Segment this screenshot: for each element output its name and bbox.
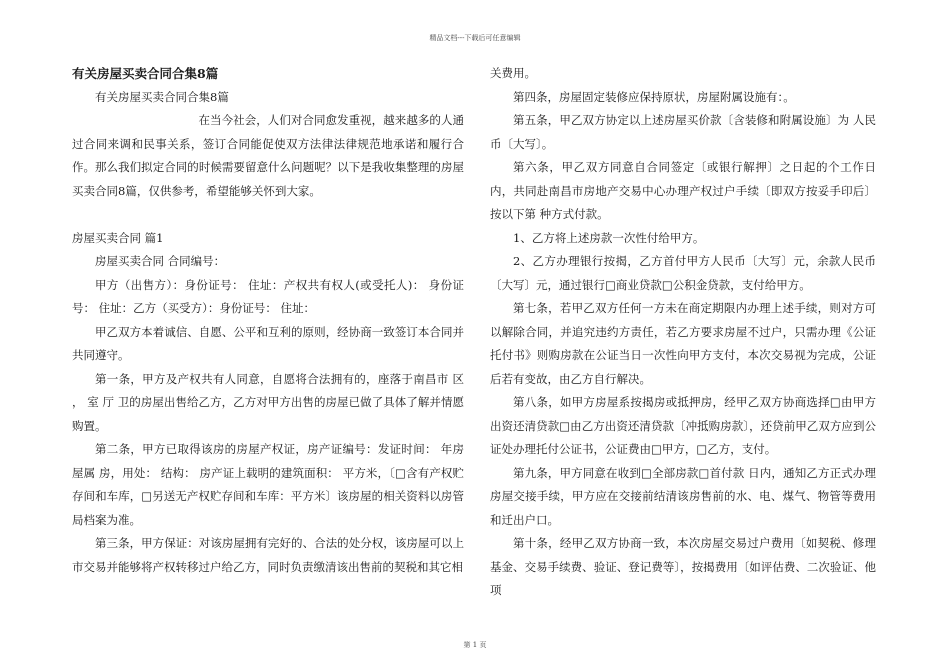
spacer xyxy=(72,203,464,227)
section-heading: 房屋买卖合同 篇1 xyxy=(72,230,164,245)
article-2: 第二条，甲方已取得该房的房屋产权证，房产证编号：发证时间： 年房屋属 房，用处： 结构： 房产证上载明的建筑面积： 平方米，〔□含有产权贮存间和车库，□另送无产权贮存间和车库：平方米〕该房屋的相关资料以房管局档案为准。 xyxy=(72,442,464,527)
left-column xyxy=(72,62,464,579)
parties-paragraph: 甲方（出售方）：身份证号： 住址：产权共有权人(或受托人)： 身份证号： 住址：乙方（买受方）：身份证号： 住址： xyxy=(72,277,464,315)
contract-title: 房屋买卖合同 合同编号： xyxy=(95,254,226,268)
article-4: 第四条，房屋固定装修应保持原状，房屋附属设施有：。 xyxy=(513,89,795,104)
article-5: 第五条，甲乙双方协定以上述房屋买价款〔含装修和附属设施〕为 人民币〔大写〕。 xyxy=(490,113,876,151)
document-subtitle: 有关房屋买卖合同合集8篇 xyxy=(95,89,229,104)
payment-option-2: 2、乙方办理银行按揭，乙方首付甲方人民币〔大写〕元，余款人民币〔大写〕元，通过银行□商业贷款□公积金贷款，支付给甲方。 xyxy=(490,254,876,292)
intro-paragraph: 在当今社会，人们对合同愈发重视，越来越多的人通过合同来调和民事关系，签订合同能促使双方法律法律规范地承诺和履行合作。那么我们拟定合同的时候需要留意什么问题呢？以下是我收集整理的房屋买卖合同8篇，仅供参考，希望能够关怀到大家。 xyxy=(72,113,464,198)
continued-text: 关费用。 xyxy=(490,66,536,80)
article-10: 第十条，经甲乙双方协商一致，本次房屋交易过户费用〔如契税、修理基金、交易手续费、验证、登记费等〕，按揭费用〔如评估费、二次验证、他项 xyxy=(490,536,876,597)
preamble-paragraph: 甲乙双方本着诚信、自愿、公平和互利的原则，经协商一致签订本合同并共同遵守。 xyxy=(72,324,464,362)
article-8: 第八条，如甲方房屋系按揭房或抵押房，经甲乙双方协商选择□由甲方出资还清贷款□由乙方出资还清贷款〔冲抵购房款〕，还贷前甲乙双方应到公证处办理托付公证书，公证费由□甲方，□乙方，支付。 xyxy=(490,395,876,456)
article-7: 第七条，若甲乙双方任何一方未在商定期限内办理上述手续，则对方可以解除合同，并追究违约方责任，若乙方要求房屋不过户，只需办理《公证托付书》则购房款在公证当日一次性向甲方支付，本次交易视为完成，公证后若有变故，由乙方自行解决。 xyxy=(490,301,876,386)
article-3: 第三条，甲方保证：对该房屋拥有完好的、合法的处分权，该房屋可以上市交易并能够将产权转移过户给乙方，同时负责缴清该出售前的契税和其它相 xyxy=(72,536,464,574)
payment-option-1: 1、乙方将上述房款一次性付给甲方。 xyxy=(513,230,705,245)
article-9: 第九条，甲方同意在收到□全部房款□首付款 日内，通知乙方正式办理房屋交接手续，甲方应在交接前结清该房售前的水、电、煤气、物管等费用和迁出户口。 xyxy=(490,465,876,527)
document-title: 有关房屋买卖合同合集8篇 xyxy=(72,66,219,81)
page-footer: 第 1 页 xyxy=(463,641,487,649)
right-column xyxy=(490,62,876,603)
page-header: 精品文档---下载后可任意编辑 xyxy=(429,34,521,42)
article-1: 第一条，甲方及产权共有人同意，自愿将合法拥有的，座落于南昌市 区 ， 室 厅 卫的房屋出售给乙方，乙方对甲方出售的房屋已做了具体了解并情愿购置。 xyxy=(72,371,464,433)
article-6: 第六条，甲乙双方同意自合同签定〔或银行解押〕之日起的个工作日内，共同赴南昌市房地产交易中心办理产权过户手续〔即双方按妥手印后〕按以下第 种方式付款。 xyxy=(490,160,876,221)
